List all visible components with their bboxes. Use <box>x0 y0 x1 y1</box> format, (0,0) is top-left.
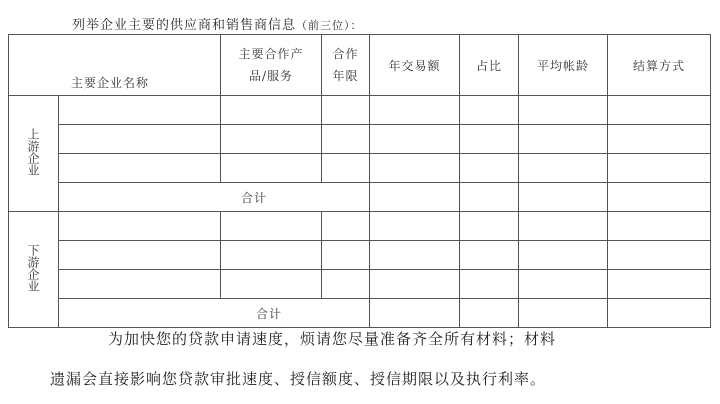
upstream-name-cell[interactable] <box>59 96 221 125</box>
upstream-row <box>9 154 711 183</box>
downstream-ratio-cell[interactable] <box>460 212 519 241</box>
downstream-settlement-cell[interactable] <box>608 212 711 241</box>
header-product <box>221 35 322 96</box>
downstream-settlement-cell[interactable] <box>608 241 711 270</box>
upstream-row <box>9 96 711 125</box>
upstream-settlement-cell[interactable] <box>608 96 711 125</box>
upstream-total-age[interactable] <box>519 183 608 212</box>
upstream-age-cell[interactable] <box>519 96 608 125</box>
header-product-line2: 品/服务 <box>248 69 294 83</box>
downstream-ratio-cell[interactable] <box>460 270 519 299</box>
downstream-years-cell[interactable] <box>322 241 370 270</box>
downstream-total-ratio[interactable] <box>460 299 519 328</box>
downstream-row <box>9 212 711 241</box>
upstream-group-cell <box>9 96 59 212</box>
downstream-age-cell[interactable] <box>519 212 608 241</box>
upstream-ratio-cell[interactable] <box>460 154 519 183</box>
downstream-age-cell[interactable] <box>519 241 608 270</box>
upstream-total-row <box>9 183 711 212</box>
downstream-years-cell[interactable] <box>322 212 370 241</box>
header-settlement: 结算方式 <box>608 35 711 96</box>
downstream-volume-cell[interactable] <box>370 241 460 270</box>
upstream-total-label: 合计 <box>59 183 370 212</box>
upstream-product-cell[interactable] <box>221 96 322 125</box>
header-ratio: 占比 <box>460 35 519 96</box>
downstream-label: 下游企业 <box>26 244 40 292</box>
upstream-total-settlement[interactable] <box>608 183 711 212</box>
downstream-ratio-cell[interactable] <box>460 241 519 270</box>
note-line-1: 为加快您的贷款申请速度，烦请您尽量准备齐全所有材料；材料 <box>108 330 557 348</box>
supplier-customer-table <box>8 34 711 328</box>
downstream-product-cell[interactable] <box>221 212 322 241</box>
header-account-age: 平均帐龄 <box>519 35 608 96</box>
downstream-row <box>9 270 711 299</box>
downstream-age-cell[interactable] <box>519 270 608 299</box>
upstream-ratio-cell[interactable] <box>460 96 519 125</box>
downstream-group-cell <box>9 212 59 328</box>
header-product-line1: 主要合作产 <box>238 47 304 61</box>
upstream-label: 上游企业 <box>26 128 40 176</box>
upstream-name-cell[interactable] <box>59 125 221 154</box>
upstream-product-cell[interactable] <box>221 125 322 154</box>
header-row <box>9 35 711 96</box>
downstream-total-volume[interactable] <box>370 299 460 328</box>
downstream-name-cell[interactable] <box>59 270 221 299</box>
downstream-years-cell[interactable] <box>322 270 370 299</box>
note-line-2: 遗漏会直接影响您贷款审批速度、授信额度、授信期限以及执行利率。 <box>50 370 547 388</box>
upstream-total-volume[interactable] <box>370 183 460 212</box>
downstream-total-label: 合计 <box>59 299 370 328</box>
header-volume: 年交易额 <box>370 35 460 96</box>
upstream-ratio-cell[interactable] <box>460 125 519 154</box>
upstream-age-cell[interactable] <box>519 125 608 154</box>
upstream-volume-cell[interactable] <box>370 125 460 154</box>
downstream-settlement-cell[interactable] <box>608 270 711 299</box>
form-title-main: 列举企业主要的供应商和销售商信息 <box>72 18 297 33</box>
downstream-volume-cell[interactable] <box>370 212 460 241</box>
downstream-total-row <box>9 299 711 328</box>
downstream-product-cell[interactable] <box>221 270 322 299</box>
form-title <box>72 14 363 33</box>
upstream-settlement-cell[interactable] <box>608 154 711 183</box>
header-years-line1: 合作 <box>332 47 359 61</box>
upstream-years-cell[interactable] <box>322 154 370 183</box>
upstream-volume-cell[interactable] <box>370 154 460 183</box>
downstream-name-cell[interactable] <box>59 241 221 270</box>
upstream-name-cell[interactable] <box>59 154 221 183</box>
upstream-settlement-cell[interactable] <box>608 125 711 154</box>
downstream-row <box>9 241 711 270</box>
upstream-volume-cell[interactable] <box>370 96 460 125</box>
header-company-name: 主要企业名称 <box>9 35 221 96</box>
header-years-line2: 年限 <box>332 69 359 83</box>
downstream-name-cell[interactable] <box>59 212 221 241</box>
upstream-age-cell[interactable] <box>519 154 608 183</box>
upstream-product-cell[interactable] <box>221 154 322 183</box>
upstream-years-cell[interactable] <box>322 125 370 154</box>
upstream-row <box>9 125 711 154</box>
upstream-total-ratio[interactable] <box>460 183 519 212</box>
downstream-volume-cell[interactable] <box>370 270 460 299</box>
downstream-product-cell[interactable] <box>221 241 322 270</box>
upstream-years-cell[interactable] <box>322 96 370 125</box>
form-title-sub: （前三位）： <box>296 19 363 32</box>
downstream-total-settlement[interactable] <box>608 299 711 328</box>
downstream-total-age[interactable] <box>519 299 608 328</box>
header-years <box>322 35 370 96</box>
